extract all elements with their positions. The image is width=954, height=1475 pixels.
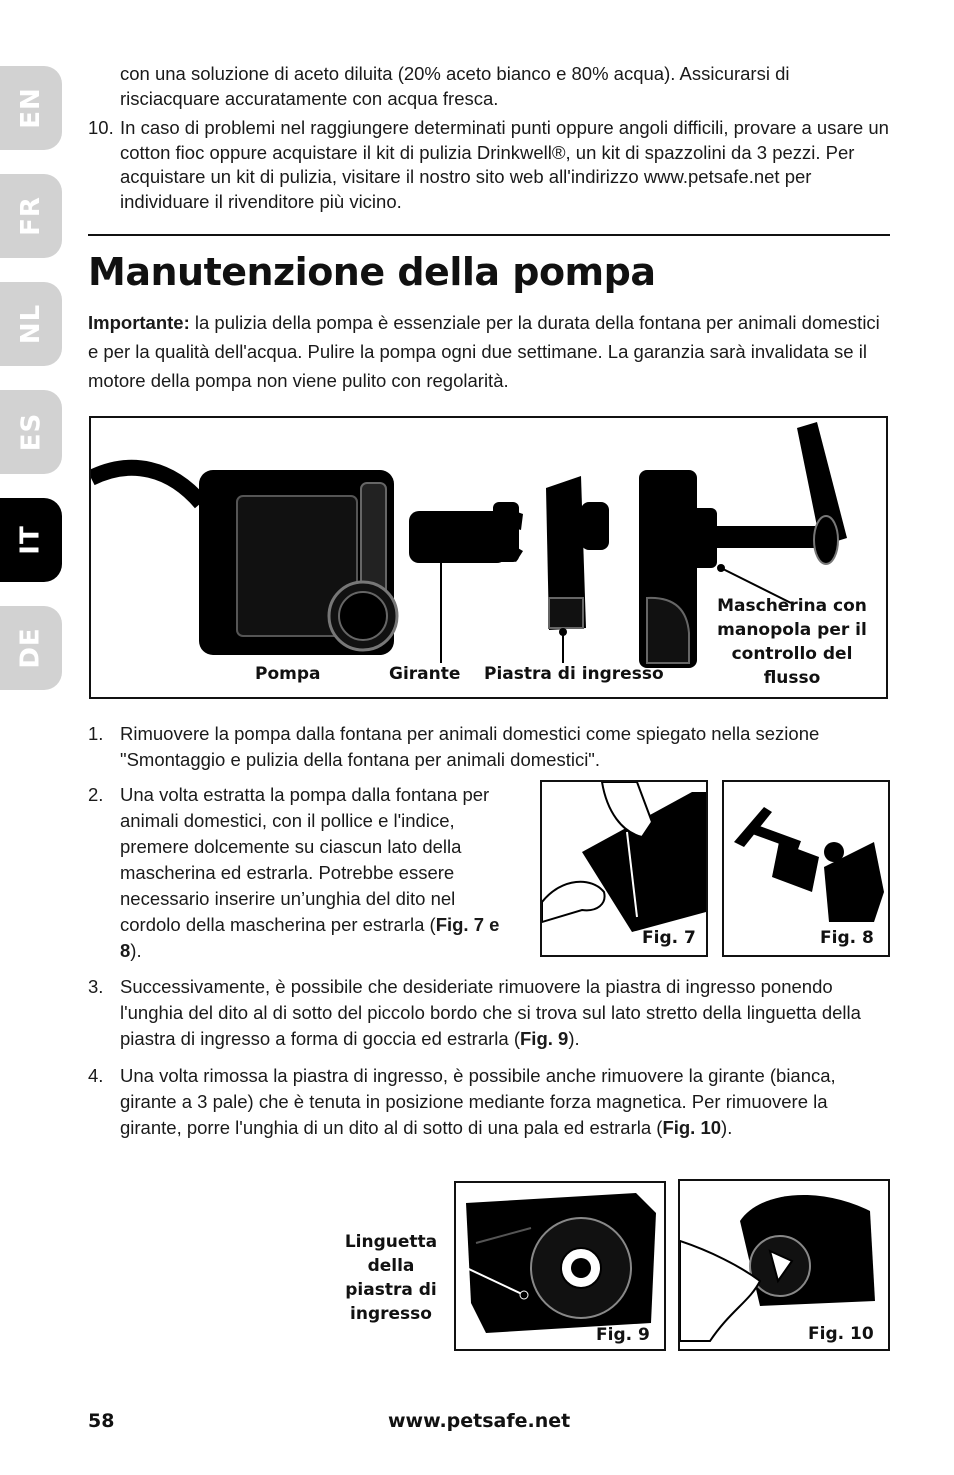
label-piastra-ingresso: Piastra di ingresso xyxy=(484,664,664,684)
pump-exploded-diagram xyxy=(89,416,888,699)
step-3-number: 3. xyxy=(88,976,104,997)
intro-continuation: con una soluzione di aceto diluita (20% aceto bianco e 80% acqua). Assicurarsi di risciacquare accuratamente con acqua fresca. xyxy=(120,63,790,109)
fig-8-image xyxy=(722,780,890,957)
lang-tab-it[interactable]: IT xyxy=(0,498,62,582)
lang-tab-fr[interactable]: FR xyxy=(0,174,62,258)
label-mascherina: Mascherina con manopola per il controllo del flusso xyxy=(717,596,867,688)
item-10-text: In caso di problemi nel raggiungere determinati punti oppure angoli difficili, provare a usare un cotton fioc oppure acquistare il kit di pulizia Drinkwell®, un kit di spazzolini da 3 pezzi. Per acquistare un kit di pulizia, visitare il nostro sito web all'indirizzo www.petsafe.net per individuare il rivenditore più vicino. xyxy=(120,117,889,212)
lang-tab-es[interactable]: ES xyxy=(0,390,62,474)
label-linguetta: Linguetta della piastra di ingresso xyxy=(344,1232,438,1324)
label-girante: Girante xyxy=(389,664,461,684)
step-4-text: Una volta rimossa la piastra di ingresso, è possibile anche rimuovere la girante (bianca, girante a 3 pale) che è tenuta in posizione mediante forza magnetica. Per rimuovere la girante, porre l'unghia di un dito al di sotto di una pala ed estrarla (Fig. 10). xyxy=(120,1065,836,1138)
step-4-number: 4. xyxy=(88,1065,104,1086)
fig-9-image xyxy=(454,1181,666,1351)
important-text: la pulizia della pompa è essenziale per la durata della fontana per animali domestici e per la qualità dell'acqua. Pulire la pompa ogni due settimane. La garanzia sarà invalidata se il motore della pompa non viene pulito con regolarità. xyxy=(88,312,880,391)
fig-10-image xyxy=(678,1179,890,1351)
lang-tab-nl[interactable]: NL xyxy=(0,282,62,366)
important-label: Importante: xyxy=(88,312,190,333)
step-3-text: Successivamente, è possibile che desideriate rimuovere la piastra di ingresso ponendo l'unghia del dito al di sotto del piccolo bordo che si trova sul lato stretto della linguetta della piastra di ingresso a forma di goccia ed estrarla (Fig. 9). xyxy=(120,976,861,1049)
lang-tab-en[interactable]: EN xyxy=(0,66,62,150)
step-2-text: Una volta estratta la pompa dalla fontana per animali domestici, con il pollice e l'indice, premere dolcemente su ciascun lato della mascherina ed estrarla. Potrebbe essere necessario inserire un’unghia del dito nel cordolo della mascherina per estrarla (Fig. 7 e 8). xyxy=(120,784,500,961)
section-divider xyxy=(88,234,890,236)
footer-url[interactable]: www.petsafe.net xyxy=(388,1410,571,1432)
fig-10-label: Fig. 10 xyxy=(808,1324,874,1344)
fig-8-label: Fig. 8 xyxy=(820,928,874,948)
fig-7-image xyxy=(540,780,708,957)
item-10-number: 10. xyxy=(88,117,114,138)
section-title: Manutenzione della pompa xyxy=(88,250,656,294)
fig-7-label: Fig. 7 xyxy=(642,928,696,948)
step-1-number: 1. xyxy=(88,723,104,744)
label-pompa: Pompa xyxy=(255,664,321,684)
fig-9-label: Fig. 9 xyxy=(596,1325,650,1345)
step-1-text: Rimuovere la pompa dalla fontana per animali domestici come spiegato nella sezione "Smontaggio e pulizia della fontana per animali domestici". xyxy=(120,723,820,770)
important-paragraph xyxy=(88,308,888,395)
lang-tab-de[interactable]: DE xyxy=(0,606,62,690)
page-number: 58 xyxy=(88,1410,115,1432)
step-2-number: 2. xyxy=(88,784,104,805)
